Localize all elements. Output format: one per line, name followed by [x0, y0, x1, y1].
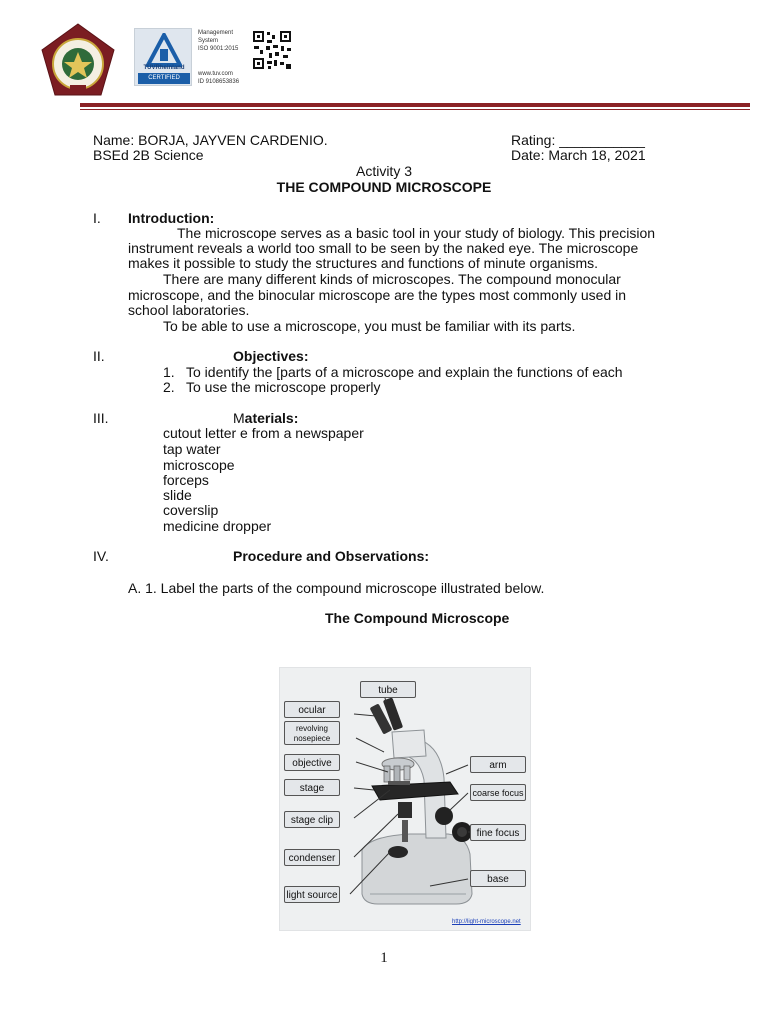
- image-credit-link[interactable]: http://light-microscope.net: [452, 919, 521, 925]
- material-item: forceps: [163, 472, 209, 488]
- section-heading-procedure: Procedure and Observations:: [233, 548, 430, 564]
- intro-line: makes it possible to study the structures and functions of minute organisms.: [128, 255, 599, 271]
- material-item: cutout letter e from a newspaper: [163, 425, 364, 441]
- intro-line: There are many different kinds of microscopes. The compound monocular: [163, 271, 621, 287]
- label-objective: objective: [284, 754, 340, 771]
- label-arm: arm: [470, 756, 526, 773]
- section-heading-materials: Materials:: [233, 410, 299, 426]
- label-tube: tube: [360, 681, 416, 698]
- label-stage: stage: [284, 779, 340, 796]
- objective-text: To use the microscope properly: [186, 379, 381, 395]
- header-rule: [80, 103, 750, 107]
- label-fine-focus: fine focus: [470, 824, 526, 841]
- university-seal-logo: [40, 22, 116, 98]
- qr-code-icon: [252, 30, 292, 70]
- cert-line: Management: [198, 30, 234, 36]
- activity-number: Activity 3: [355, 163, 412, 179]
- section-heading-objectives: Objectives:: [233, 348, 309, 364]
- procedure-instruction: A. 1. Label the parts of the compound microscope illustrated below.: [128, 580, 545, 596]
- label-ocular: ocular: [284, 701, 340, 718]
- objective-number: 1.: [163, 364, 175, 380]
- rating-field: Rating: ___________: [511, 132, 645, 148]
- label-stage-clip: stage clip: [284, 811, 340, 828]
- objective-text: To identify the [parts of a microscope and explain the functions of each: [186, 364, 623, 380]
- header-rule-thin: [80, 109, 750, 110]
- intro-line: microscope, and the binocular microscope are the types most commonly used in: [128, 287, 627, 303]
- page-number: 1: [380, 950, 388, 966]
- iso-certification-badge: [134, 28, 294, 86]
- cert-web: www.tuv.com: [198, 71, 233, 77]
- section-heading-introduction: Introduction:: [128, 210, 215, 226]
- microscope-diagram: [279, 667, 531, 931]
- material-item: medicine dropper: [163, 518, 272, 534]
- section-numeral: I.: [93, 210, 101, 226]
- cert-id: ID 9108653836: [198, 79, 240, 85]
- intro-line: school laboratories.: [128, 302, 250, 318]
- cert-line: ISO 9001:2015: [198, 46, 239, 52]
- material-item: microscope: [163, 457, 235, 473]
- activity-date: Date: March 18, 2021: [511, 147, 646, 163]
- student-section: BSEd 2B Science: [93, 147, 204, 163]
- intro-line: To be able to use a microscope, you must be familiar with its parts.: [163, 318, 576, 334]
- label-coarse-focus: coarse focus: [470, 784, 526, 801]
- intro-line: The microscope serves as a basic tool in your study of biology. This precision: [177, 225, 656, 241]
- section-numeral: III.: [93, 410, 109, 426]
- material-item: coverslip: [163, 502, 219, 518]
- cert-line: System: [198, 38, 219, 44]
- label-light-source: light source: [284, 886, 340, 903]
- section-numeral: II.: [93, 348, 105, 364]
- tuv-logo: TÜVRheinland CERTIFIED: [134, 28, 192, 86]
- label-condenser: condenser: [284, 849, 340, 866]
- figure-title: The Compound Microscope: [325, 610, 510, 626]
- label-base: base: [470, 870, 526, 887]
- objective-number: 2.: [163, 379, 175, 395]
- material-item: slide: [163, 487, 192, 503]
- activity-title: THE COMPOUND MICROSCOPE: [276, 179, 492, 195]
- section-numeral: IV.: [93, 548, 109, 564]
- label-revolving-nosepiece: revolving nosepiece: [284, 721, 340, 745]
- intro-line: instrument reveals a world too small to be seen by the naked eye. The microscope: [128, 240, 639, 256]
- student-name: Name: BORJA, JAYVEN CARDENIO.: [93, 132, 328, 148]
- material-item: tap water: [163, 441, 221, 457]
